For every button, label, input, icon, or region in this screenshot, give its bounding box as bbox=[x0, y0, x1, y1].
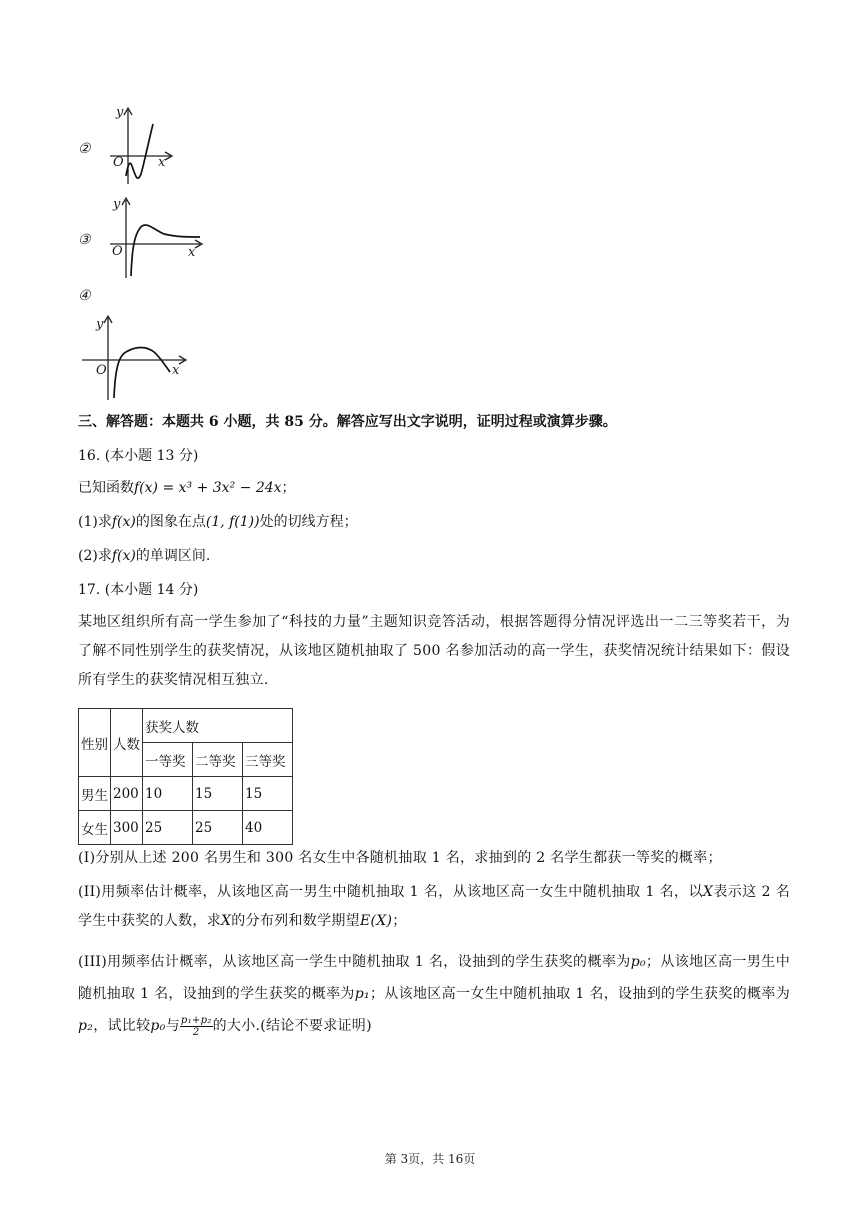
q16-p1-math-point: (1, f(1)) bbox=[205, 514, 260, 530]
table-cell-third: 15 bbox=[243, 777, 293, 811]
table-cell-second: 15 bbox=[193, 777, 243, 811]
q16-stem-end: ； bbox=[281, 480, 296, 496]
fraction-denominator: 2 bbox=[192, 1026, 200, 1038]
x-axis-label: x bbox=[188, 245, 196, 260]
page-footer: 第 3页，共 16页 bbox=[384, 1152, 476, 1166]
graph-option-3 bbox=[104, 190, 214, 282]
origin-label: O bbox=[113, 155, 124, 170]
table-cell-first: 10 bbox=[143, 777, 193, 811]
q17-ii-text-c: 的分布列和数学期望 bbox=[231, 913, 360, 929]
q17-iii-math-p0b: p₀ bbox=[150, 1018, 166, 1034]
q16-p2-text-b: 的单调区间. bbox=[135, 548, 211, 564]
q17-iii-text-d: ，试比较 bbox=[93, 1018, 151, 1034]
q16-stem-text: 已知函数 bbox=[78, 480, 134, 496]
q17-ii-math-ex: E(X) bbox=[359, 913, 393, 929]
fraction-numerator: p₁+p₂ bbox=[180, 1014, 212, 1026]
q16-function-formula: f(x) = x³ + 3x² − 24x bbox=[134, 480, 282, 496]
q16-header: 16. (本小题 13 分) bbox=[78, 448, 199, 464]
table-cell-second: 25 bbox=[193, 811, 243, 845]
q17-intro: 某地区组织所有高一学生参加了“科技的力量”主题知识竞答活动，根据答题得分情况评选出一二三等奖若干，为了解不同性别学生的获奖情况，从该地区随机抽取了 500 名参加活动的高一学生，获奖情况统计结果如下：假设所有学生的获奖情况相互独立. bbox=[78, 614, 790, 688]
table-row bbox=[79, 811, 293, 845]
q16-p1-math-f: f(x) bbox=[111, 514, 136, 530]
x-axis-label: x bbox=[172, 363, 180, 378]
table-header-third: 三等奖 bbox=[243, 743, 293, 777]
table-cell-first: 25 bbox=[143, 811, 193, 845]
y-axis-label: y bbox=[116, 105, 124, 120]
table-cell-count: 300 bbox=[111, 811, 143, 845]
q17-iii-math-p2: p₂ bbox=[78, 1018, 94, 1034]
option-label-3: ③ bbox=[78, 232, 91, 248]
q17-header: 17. (本小题 14 分) bbox=[78, 582, 199, 598]
q16-p2-math-f: f(x) bbox=[111, 548, 136, 564]
q16-part-1 bbox=[78, 512, 358, 532]
table-header-first: 一等奖 bbox=[143, 743, 193, 777]
q17-iii-text-b: ；从该地区高一男生中随机抽取 1 名，设抽到的学生获奖的概率为 bbox=[78, 954, 790, 1002]
table-header-second: 二等奖 bbox=[193, 743, 243, 777]
q17-part-i: (I)分别从上述 200 名男生和 300 名女生中各随机抽取 1 名，求抽到的 2 名学生都获一等奖的概率； bbox=[78, 850, 722, 866]
table-cell-gender: 女生 bbox=[79, 811, 111, 845]
q17-iii-text-e: 与 bbox=[165, 1018, 180, 1034]
option-label-4: ④ bbox=[78, 288, 91, 304]
q17-iii-text-f: 的大小.(结论不要求证明) bbox=[212, 1018, 372, 1034]
origin-label: O bbox=[96, 363, 107, 378]
table-header-gender: 性别 bbox=[79, 709, 111, 777]
q17-ii-math-x2: X bbox=[221, 913, 232, 929]
table-cell-count: 200 bbox=[111, 777, 143, 811]
q17-ii-text-d: ； bbox=[392, 913, 407, 929]
function-curve bbox=[114, 348, 170, 399]
table-cell-gender: 男生 bbox=[79, 777, 111, 811]
y-axis-label: y bbox=[113, 197, 121, 212]
q17-iii-text-a: (III)用频率估计概率，从该地区高一学生中随机抽取 1 名，设抽到的学生获奖的概率为 bbox=[78, 954, 631, 970]
q17-ii-math-x: X bbox=[702, 884, 714, 900]
x-axis-label: x bbox=[158, 155, 166, 170]
q16-p1-text-b: 的图象在点 bbox=[135, 514, 206, 530]
q17-iii-fraction bbox=[180, 1015, 213, 1038]
q16-p2-text-a: (2)求 bbox=[78, 548, 112, 564]
option-label-2: ② bbox=[78, 141, 91, 157]
graph-option-2 bbox=[104, 104, 184, 190]
q17-iii-math-p0: p₀ bbox=[630, 954, 646, 970]
q16-p1-text-a: (1)求 bbox=[78, 514, 112, 530]
graph-option-4 bbox=[80, 312, 192, 404]
function-curve bbox=[126, 124, 153, 178]
q17-iii-math-p1: p₁ bbox=[354, 986, 370, 1002]
awards-table bbox=[78, 708, 293, 845]
q16-part-2 bbox=[78, 546, 210, 566]
q16-p1-text-c: 处的切线方程； bbox=[259, 514, 358, 530]
table-header-awards: 获奖人数 bbox=[143, 709, 293, 743]
q17-ii-text-b: 表示这 2 名学生中获奖的人数，求 bbox=[78, 884, 790, 929]
table-cell-third: 40 bbox=[243, 811, 293, 845]
q17-part-ii bbox=[78, 878, 790, 936]
section-heading: 三、解答题：本题共 6 小题，共 85 分。解答应写出文字说明，证明过程或演算步骤。 bbox=[78, 414, 617, 430]
q17-part-iii bbox=[78, 946, 790, 1042]
q17-ii-text-a: (II)用频率估计概率，从该地区高一男生中随机抽取 1 名，从该地区高一女生中随机抽取 1 名，以 bbox=[78, 884, 703, 900]
y-axis-label: y bbox=[96, 317, 104, 332]
origin-label: O bbox=[112, 244, 123, 259]
q16-stem bbox=[78, 478, 296, 498]
table-row bbox=[79, 777, 293, 811]
q17-iii-text-c: ；从该地区高一女生中随机抽取 1 名，设抽到的学生获奖的概率为 bbox=[369, 986, 791, 1002]
table-header-count: 人数 bbox=[111, 709, 143, 777]
